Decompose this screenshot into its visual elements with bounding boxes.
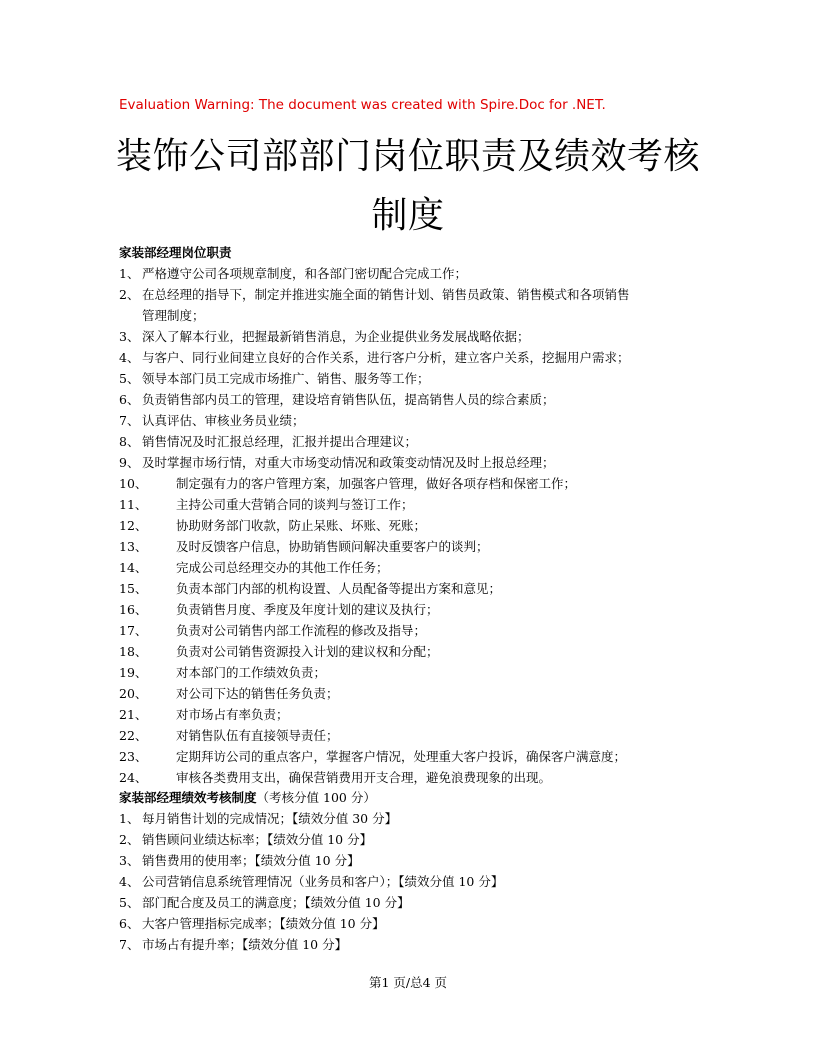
section1-list-item [119,557,719,578]
list-item-text-line: 在总经理的指导下，制定并推进实施全面的销售计划、销售员政策、销售模式和各项销售 [142,287,630,302]
list-item-text: 负责本部门内部的机构设置、人员配备等提出方案和意见； [176,581,502,596]
list-item-text: 及时掌握市场行情，对重大市场变动情况和政策变动情况及时上报总经理； [142,455,555,470]
list-item-number: 9、 [119,455,140,470]
list-item-text: 完成公司总经理交办的其他工作任务； [176,560,389,575]
list-item-number: 14、 [119,560,148,575]
list-item-text: 制定强有力的客户管理方案，加强客户管理，做好各项存档和保密工作； [176,476,577,491]
section1-list-item [119,284,719,326]
list-item-number: 18、 [119,644,148,659]
list-item-number: 4、 [119,350,140,365]
page-number-footer: 第1 页/总4 页 [368,975,448,990]
list-item-text: 市场占有提升率；【绩效分值 10 分】 [142,937,348,952]
list-item-text: 对公司下达的销售任务负责； [176,686,339,701]
section2-list-item [119,850,719,871]
list-item-text: 负责对公司销售资源投入计划的建议权和分配； [176,644,439,659]
document-title-line1: 装饰公司部部门岗位职责及绩效考核 [115,136,700,177]
list-item-text: 深入了解本行业，把握最新销售消息，为企业提供业务发展战略依据； [142,329,530,344]
section1-list-item [119,767,719,788]
list-item-number: 22、 [119,728,148,743]
section1-list-item [119,263,719,284]
list-item-number: 7、 [119,937,140,952]
document-body [119,243,719,955]
list-item-number: 8、 [119,434,140,449]
list-item-text: 销售顾问业绩达标率；【绩效分值 10 分】 [142,832,373,847]
list-item-number: 2、 [119,287,140,302]
list-item-text-line: 管理制度； [142,308,205,323]
list-item-text [142,284,719,326]
list-item-number: 5、 [119,895,140,910]
section2-heading-title: 家装部经理绩效考核制度 [119,790,257,805]
section1-list-item [119,515,719,536]
list-item-number: 11、 [119,497,148,512]
section1-heading: 家装部经理岗位职责 [119,245,232,260]
section1-list-item [119,326,719,347]
list-item-number: 7、 [119,413,140,428]
list-item-number: 12、 [119,518,148,533]
list-item-text: 对市场占有率负责； [176,707,289,722]
section1-list-item [119,704,719,725]
list-item-text: 定期拜访公司的重点客户，掌握客户情况，处理重大客户投诉，确保客户满意度； [176,749,627,764]
list-item-number: 3、 [119,329,140,344]
list-item-text: 与客户、同行业间建立良好的合作关系，进行客户分析，建立客户关系，挖掘用户需求； [142,350,630,365]
list-item-text: 对销售队伍有直接领导责任； [176,728,339,743]
section1-list-item [119,683,719,704]
list-item-number: 1、 [119,811,140,826]
list-item-text: 认真评估、审核业务员业绩； [142,413,305,428]
list-item-number: 1、 [119,266,140,281]
section1-list-item [119,431,719,452]
list-item-number: 15、 [119,581,148,596]
list-item-number: 21、 [119,707,148,722]
list-item-text: 公司营销信息系统管理情况（业务员和客户）；【绩效分值 10 分】 [142,874,504,889]
document-title-line2: 制度 [371,195,445,236]
section1-list [119,263,719,788]
list-item-text: 销售费用的使用率；【绩效分值 10 分】 [142,853,360,868]
list-item-number: 24、 [119,770,148,785]
list-item-number: 4、 [119,874,140,889]
section1-list-item [119,662,719,683]
list-item-number: 16、 [119,602,148,617]
section2-heading [119,788,719,808]
list-item-number: 5、 [119,371,140,386]
section1-list-item [119,620,719,641]
list-item-text: 销售情况及时汇报总经理，汇报并提出合理建议； [142,434,418,449]
list-item-number: 6、 [119,916,140,931]
section2-list-item [119,934,719,955]
list-item-text: 领导本部门员工完成市场推广、销售、服务等工作； [142,371,430,386]
list-item-text: 对本部门的工作绩效负责； [176,665,327,680]
section1-list-item [119,536,719,557]
list-item-text: 严格遵守公司各项规章制度，和各部门密切配合完成工作； [142,266,468,281]
section2-list-item [119,871,719,892]
list-item-number: 19、 [119,665,148,680]
section1-list-item [119,410,719,431]
list-item-number: 17、 [119,623,148,638]
section1-list-item [119,578,719,599]
list-item-text: 负责销售月度、季度及年度计划的建议及执行； [176,602,439,617]
section1-list-item [119,725,719,746]
list-item-text: 负责对公司销售内部工作流程的修改及指导； [176,623,427,638]
section2-heading-score: （考核分值 100 分） [256,790,376,805]
list-item-number: 13、 [119,539,148,554]
list-item-text: 每月销售计划的完成情况；【绩效分值 30 分】 [142,811,398,826]
list-item-text: 大客户管理指标完成率；【绩效分值 10 分】 [142,916,385,931]
list-item-text: 部门配合度及员工的满意度；【绩效分值 10 分】 [142,895,410,910]
list-item-text: 负责销售部内员工的管理，建设培育销售队伍，提高销售人员的综合素质； [142,392,555,407]
section1-list-item [119,599,719,620]
list-item-text: 主持公司重大营销合同的谈判与签订工作； [176,497,414,512]
list-item-number: 20、 [119,686,148,701]
section1-list-item [119,641,719,662]
list-item-text: 协助财务部门收款，防止呆账、坏账、死账； [176,518,427,533]
section2-list-item [119,913,719,934]
list-item-number: 6、 [119,392,140,407]
section1-list-item [119,389,719,410]
section1-list-item [119,452,719,473]
list-item-number: 3、 [119,853,140,868]
section1-list-item [119,746,719,767]
section2-list-item [119,808,719,829]
list-item-number: 23、 [119,749,148,764]
list-item-number: 10、 [119,476,148,491]
evaluation-warning: Evaluation Warning: The document was created with Spire.Doc for .NET. [119,97,606,113]
section1-list-item [119,368,719,389]
list-item-text: 及时反馈客户信息，协助销售顾问解决重要客户的谈判； [176,539,489,554]
section2-list-item [119,829,719,850]
section2-list [119,808,719,955]
section2-list-item [119,892,719,913]
list-item-text: 审核各类费用支出，确保营销费用开支合理，避免浪费现象的出现。 [176,770,552,785]
list-item-number: 2、 [119,832,140,847]
section1-list-item [119,473,719,494]
section1-list-item [119,494,719,515]
section1-list-item [119,347,719,368]
